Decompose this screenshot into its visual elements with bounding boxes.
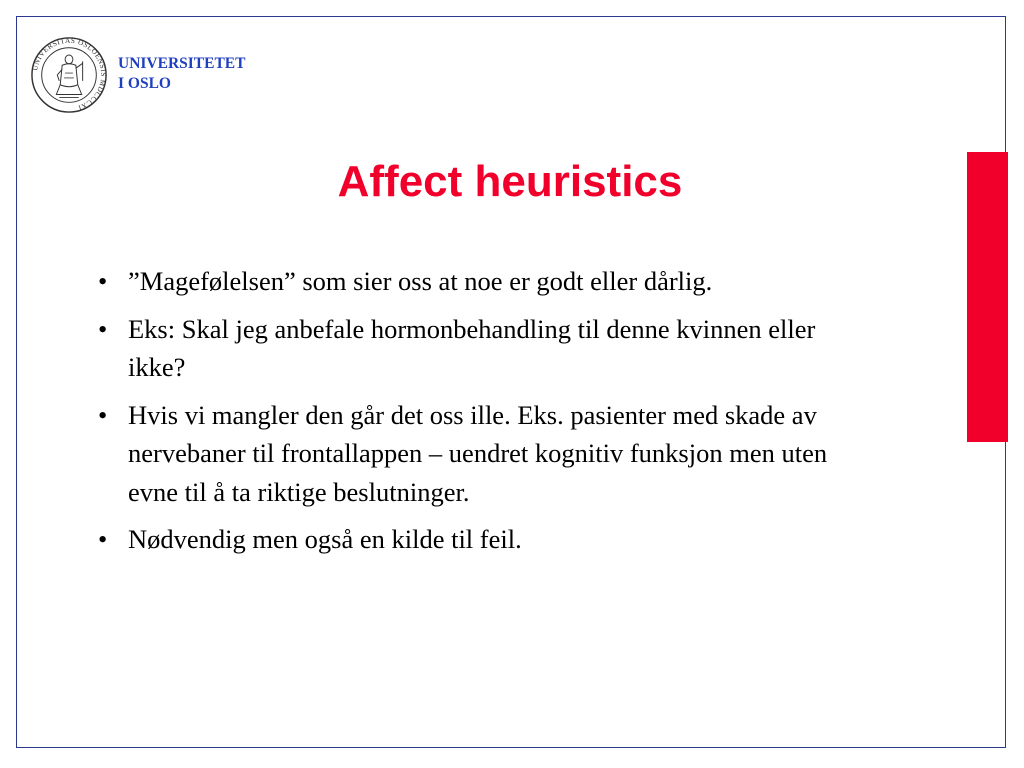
bullet-item — [98, 396, 838, 512]
university-seal-icon — [30, 36, 108, 114]
bullet-text: Hvis vi mangler den går det oss ille. Eks. pasienter med skade av nervebaner til frontallappen – uendret kognitiv funksjon men uten evne til å ta riktige beslutninger. — [128, 399, 828, 507]
bullet-dot: • — [98, 266, 108, 296]
bullet-text: Eks: Skal jeg anbefale hormonbehandling til denne kvinnen eller ikke? — [128, 313, 816, 382]
bullet-text: ”Magefølelsen” som sier oss at noe er godt eller dårlig. — [128, 266, 713, 296]
slide-title: Affect heuristics — [337, 157, 683, 206]
institution-name-line1: UNIVERSITETET — [118, 55, 246, 72]
bullet-dot: • — [98, 399, 108, 430]
accent-bar — [967, 152, 1008, 442]
institution-name-line2: I OSLO — [118, 75, 171, 92]
institution-name — [118, 54, 246, 94]
seal-legend: UNIVERSITAS OSLOENSIS MDCCCXI — [30, 36, 108, 113]
bullet-dot: • — [98, 313, 108, 344]
bullet-item — [98, 262, 838, 301]
bullet-item — [98, 520, 838, 559]
bullet-item — [98, 310, 838, 387]
bullet-list — [98, 262, 838, 568]
bullet-dot: • — [98, 524, 108, 554]
bullet-text: Nødvendig men også en kilde til feil. — [128, 524, 522, 554]
